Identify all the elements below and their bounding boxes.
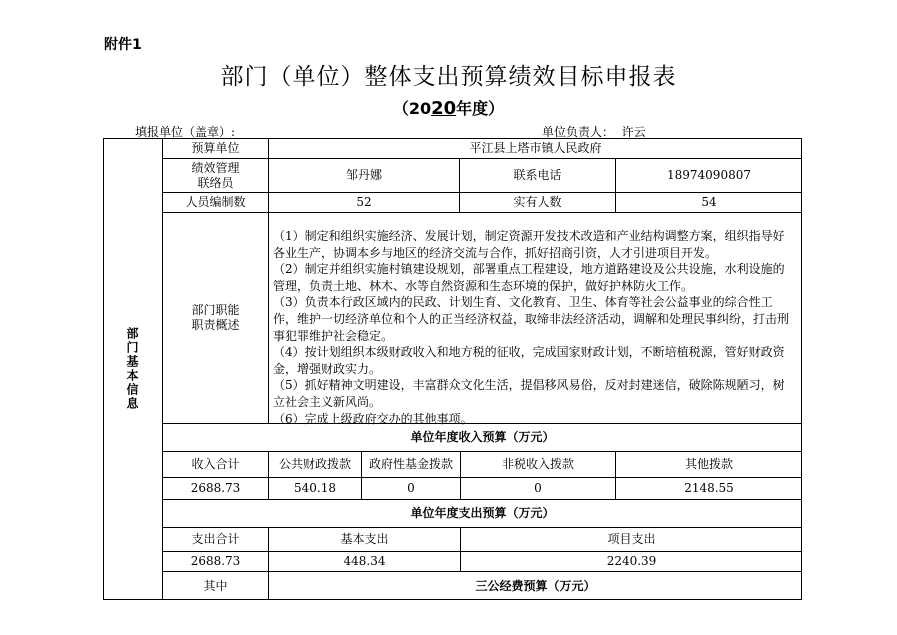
- contact-name: 邹丹娜: [345, 168, 382, 182]
- expense-col-project: 项目支出: [607, 532, 656, 546]
- budget-unit-label: 预算单位: [191, 141, 240, 155]
- year-prefix: （20: [392, 99, 432, 118]
- budget-unit-value: 平江县上塔市镇人民政府: [469, 141, 602, 155]
- year-heading: [0, 96, 897, 119]
- expense-col-basic: 基本支出: [340, 532, 389, 546]
- income-col-public: 公共财政拨款: [278, 457, 351, 471]
- page-title: 部门（单位）整体支出预算绩效目标申报表: [220, 64, 677, 90]
- three-fees-header: 三公经费预算（万元）: [475, 578, 596, 593]
- income-val-fund: 0: [407, 481, 415, 495]
- side-label: 部门基本信息: [125, 327, 139, 411]
- income-val-public: 540.18: [294, 481, 336, 495]
- duty-label: 部门职能 职责概述: [191, 303, 240, 332]
- expense-header: 单位年度支出预算（万元）: [410, 506, 555, 520]
- staff-label: 人员编制数: [185, 195, 246, 209]
- duty-item: （3）负责本行政区域内的民政、计划生育、文化教育、卫生、体育等社会公益事业的综合性工作，维护一切经济单位和个人的正当经济权益，取缔非法经济活动，调解和处理民事纠纷，打击刑事犯罪维护社会稳定。: [273, 295, 790, 343]
- income-col-other: 其他拨款: [684, 457, 733, 471]
- fill-unit-label: 填报单位（盖章）:: [135, 125, 236, 139]
- income-header: 单位年度收入预算（万元）: [410, 430, 555, 444]
- year-suffix: 年度）: [456, 99, 505, 118]
- duty-item: （2）制定并组织实施村镇建设规划，部署重点工程建设，地方道路建设及公共设施，水利设施的管理，负责土地、林木、水等自然资源和生态环境的保护，做好护林防火工作。: [273, 262, 785, 293]
- income-val-nontax: 0: [534, 481, 542, 495]
- phone-label: 联系电话: [513, 168, 562, 182]
- expense-val-basic: 448.34: [343, 554, 386, 568]
- duty-item: （1）制定和组织实施经济、发展计划，制定资源开发技术改造和产业结构调整方案，组织指导好各业生产，协调本乡与地区的经济交流与合作，抓好招商引资，人才引进项目开发。: [273, 229, 785, 260]
- income-col-total: 收入合计: [191, 457, 240, 471]
- income-col-nontax: 非税收入拨款: [501, 457, 574, 471]
- year-digits: 20: [431, 98, 457, 119]
- staff-value: 52: [356, 195, 372, 209]
- phone-value: 18974090807: [667, 168, 751, 182]
- attachment-label: 附件1: [104, 37, 142, 53]
- duty-item: （5）抓好精神文明建设，丰富群众文化生活，提倡移风易俗，反对封建迷信，破除陈规陋习，树立社会主义新风尚。: [273, 378, 785, 409]
- expense-val-total: 2688.73: [190, 554, 241, 568]
- income-val-other: 2148.55: [684, 481, 734, 495]
- expense-val-project: 2240.39: [606, 554, 657, 568]
- among-label: 其中: [203, 578, 228, 593]
- duty-description: [269, 225, 800, 426]
- responsible-label: 单位负责人：: [542, 125, 615, 139]
- contact-label: 绩效管理 联络员: [191, 160, 240, 190]
- income-col-fund: 政府性基金拨款: [368, 457, 453, 471]
- actual-value: 54: [701, 195, 717, 209]
- expense-col-total: 支出合计: [191, 532, 240, 546]
- duty-item: （6）完成上级政府交办的其他事项。: [273, 411, 473, 426]
- side-label-cell: [103, 138, 162, 600]
- responsible-name: 许云: [621, 125, 646, 139]
- actual-label: 实有人数: [513, 195, 562, 209]
- duty-item: （4）按计划组织本级财政收入和地方税的征收，完成国家财政计划，不断培植税源，管好财政资金，增强财政实力。: [273, 345, 785, 376]
- income-val-total: 2688.73: [190, 481, 241, 495]
